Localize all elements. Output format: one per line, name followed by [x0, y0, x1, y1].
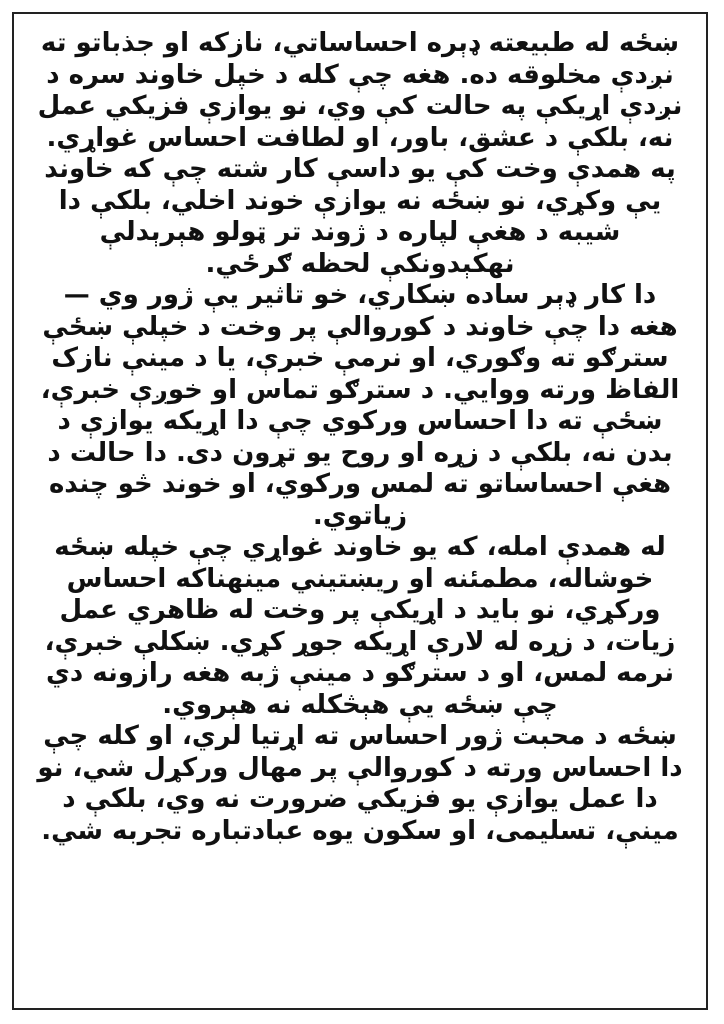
page-border: [12, 12, 708, 1010]
paragraph-1: ښځه له طبیعته ډېره احساساتي، نازکه او جذباتو ته نږدې مخلوقه ده. هغه چې کله د خپل خاوند سره د نږدې اړیکې په حالت کې وي، نو یوازې فزیکي عمل نه، بلکې د عشق، باور، او لطافت احساس غواړي. په همدې وخت کې یو داسې کار شته چې که خاوند یې وکړي، نو ښځه نه یوازې خوند اخلي، بلکې دا شیبه د هغې لپاره د ژوند تر ټولو هېرېدلې نهکېدونکې لحظه ګرځي.: [37, 28, 683, 279]
document-body: [36, 28, 684, 994]
paragraph-2: دا کار ډېر ساده ښکاري، خو تاثیر یې ژور وي — هغه دا چې خاوند د کوروالې پر وخت د خپلې ښځې سترګو ته وګوري، او نرمې خبرې، یا د مینې نازک الفاظ ورته ووایي. د سترګو تماس او خوږې خبرې، ښځې ته دا احساس ورکوي چې دا اړیکه یوازې د بدن نه، بلکې د زړه او روح یو تړون دی. دا حالت د هغې احساساتو ته لمس ورکوي، او خوند څو چنده زیاتوي.: [40, 280, 680, 531]
paragraph-3: له همدې امله، که یو خاوند غواړي چې خپله ښځه خوشاله، مطمئنه او ریښتیني مینهناکه احساس ورکړي، نو باید د اړیکې پر وخت له ظاهري عمل زیات، د زړه له لارې اړیکه جوړ کړي. ښکلې خبرې، نرمه لمس، او د سترګو د مینې ژبه هغه رازونه دي چې ښځه یې هېڅکله نه هېروي.: [44, 532, 676, 720]
paragraph-4: ښځه د محبت ژور احساس ته اړتیا لري، او کله چې دا احساس ورته د کوروالې پر مهال ورکړل شي، نو دا عمل یوازې یو فزیکي ضرورت نه وي، بلکې د مینې، تسلیمی، او سکون یوه عبادتباره تجربه شي.: [37, 721, 683, 846]
